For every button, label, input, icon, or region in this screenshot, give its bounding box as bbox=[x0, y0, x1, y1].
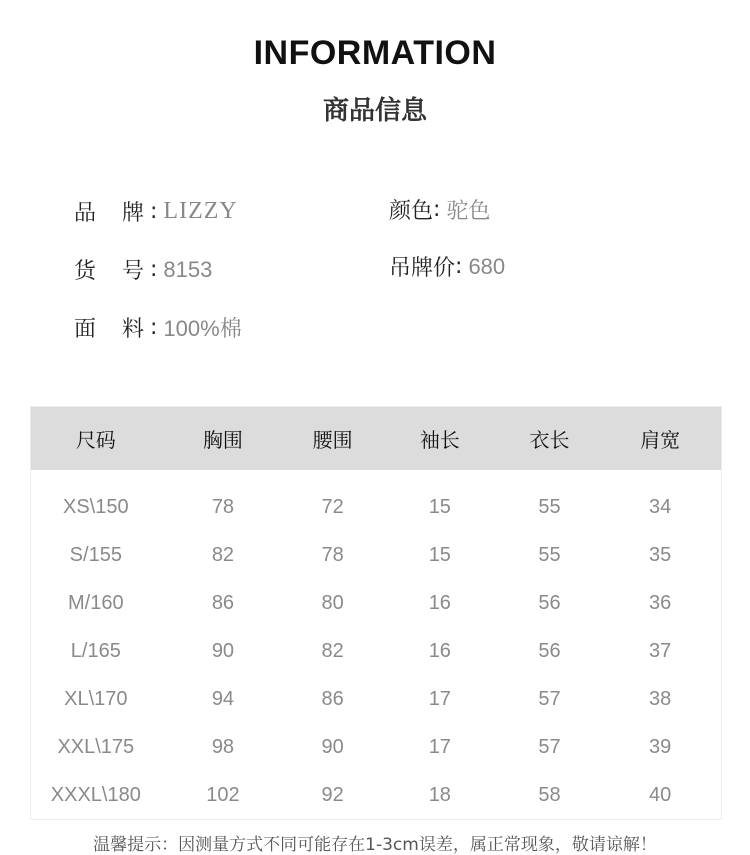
header-waist: 腰围 bbox=[312, 428, 353, 452]
info-brand: 品 牌 : LIZZY bbox=[74, 198, 238, 226]
table-row bbox=[31, 579, 721, 627]
table-cell: 55 bbox=[538, 495, 561, 518]
size-table-body bbox=[31, 483, 721, 819]
table-cell: 38 bbox=[649, 687, 672, 710]
table-row bbox=[31, 483, 721, 531]
table-cell: 15 bbox=[428, 495, 451, 518]
table-cell: 86 bbox=[321, 687, 344, 710]
table-cell: 40 bbox=[649, 783, 672, 806]
table-cell: M/160 bbox=[68, 591, 124, 614]
table-cell: 82 bbox=[211, 543, 235, 566]
table-row bbox=[31, 675, 721, 723]
table-cell: XS\150 bbox=[63, 495, 129, 518]
header-shoulder: 肩宽 bbox=[640, 428, 681, 452]
table-cell: 36 bbox=[649, 591, 672, 614]
table-cell: XXXL\180 bbox=[50, 783, 141, 806]
header-chest: 胸围 bbox=[202, 428, 243, 452]
header-sleeve: 袖长 bbox=[419, 428, 460, 452]
table-cell: 16 bbox=[428, 591, 451, 614]
table-cell: L/165 bbox=[70, 639, 121, 662]
tag-price-label: 吊牌价 bbox=[389, 256, 456, 281]
info-color: 颜色 : 驼色 bbox=[389, 194, 490, 225]
table-cell: 56 bbox=[538, 639, 561, 662]
table-cell: S/155 bbox=[69, 543, 122, 566]
size-table-header bbox=[31, 407, 721, 470]
table-cell: 17 bbox=[428, 735, 451, 758]
table-cell: 17 bbox=[428, 687, 451, 710]
item-number-value: 8153 bbox=[163, 256, 213, 282]
table-cell: 37 bbox=[649, 639, 672, 662]
item-number-label: 货 号 bbox=[74, 259, 145, 284]
footnote: 温馨提示：因测量方式不同可能存在1-3cm误差，属正常现象，敬请谅解！ bbox=[93, 835, 657, 855]
table-cell: 57 bbox=[538, 735, 561, 758]
table-cell: 55 bbox=[538, 543, 561, 566]
table-cell: 90 bbox=[211, 639, 235, 662]
tag-price-value: 680 bbox=[468, 253, 506, 279]
size-table bbox=[30, 406, 722, 820]
table-cell: 18 bbox=[428, 783, 451, 806]
table-cell: 80 bbox=[321, 591, 344, 614]
info-fabric: 面 料 : 100%棉 bbox=[74, 312, 242, 343]
table-row bbox=[31, 771, 721, 819]
table-cell: 78 bbox=[321, 543, 344, 566]
table-cell: 15 bbox=[428, 543, 451, 566]
table-cell: 72 bbox=[321, 495, 344, 518]
brand-label: 品 牌 bbox=[74, 201, 145, 226]
info-tag-price: 吊牌价 : 680 bbox=[389, 251, 505, 282]
fabric-label: 面 料 bbox=[74, 317, 145, 342]
table-row bbox=[31, 723, 721, 771]
table-cell: 92 bbox=[321, 783, 344, 806]
table-cell: XXL\175 bbox=[57, 735, 135, 758]
table-cell: 58 bbox=[538, 783, 561, 806]
color-label: 颜色 bbox=[389, 199, 434, 224]
title-chinese: 商品信息 bbox=[322, 96, 427, 126]
table-cell: 57 bbox=[538, 687, 561, 710]
header-length: 衣长 bbox=[529, 428, 570, 452]
table-cell: 86 bbox=[211, 591, 235, 614]
header-size: 尺码 bbox=[75, 428, 116, 452]
table-cell: 94 bbox=[211, 687, 235, 710]
fabric-value: 100%棉 bbox=[163, 316, 242, 341]
table-cell: 56 bbox=[538, 591, 561, 614]
table-cell: 78 bbox=[211, 495, 235, 518]
table-row bbox=[31, 531, 721, 579]
table-cell: 102 bbox=[206, 783, 240, 806]
table-cell: 35 bbox=[649, 543, 672, 566]
table-cell: 34 bbox=[649, 495, 672, 518]
table-cell: 39 bbox=[649, 735, 672, 758]
info-item-number: 货 号 : 8153 bbox=[74, 254, 212, 285]
title-english: INFORMATION bbox=[253, 34, 497, 72]
table-cell: 82 bbox=[321, 639, 344, 662]
color-value: 驼色 bbox=[446, 198, 491, 223]
table-cell: 90 bbox=[321, 735, 344, 758]
brand-value: LIZZY bbox=[163, 198, 238, 224]
table-cell: XL\170 bbox=[64, 687, 128, 710]
table-row bbox=[31, 627, 721, 675]
table-cell: 98 bbox=[211, 735, 235, 758]
table-cell: 16 bbox=[428, 639, 451, 662]
